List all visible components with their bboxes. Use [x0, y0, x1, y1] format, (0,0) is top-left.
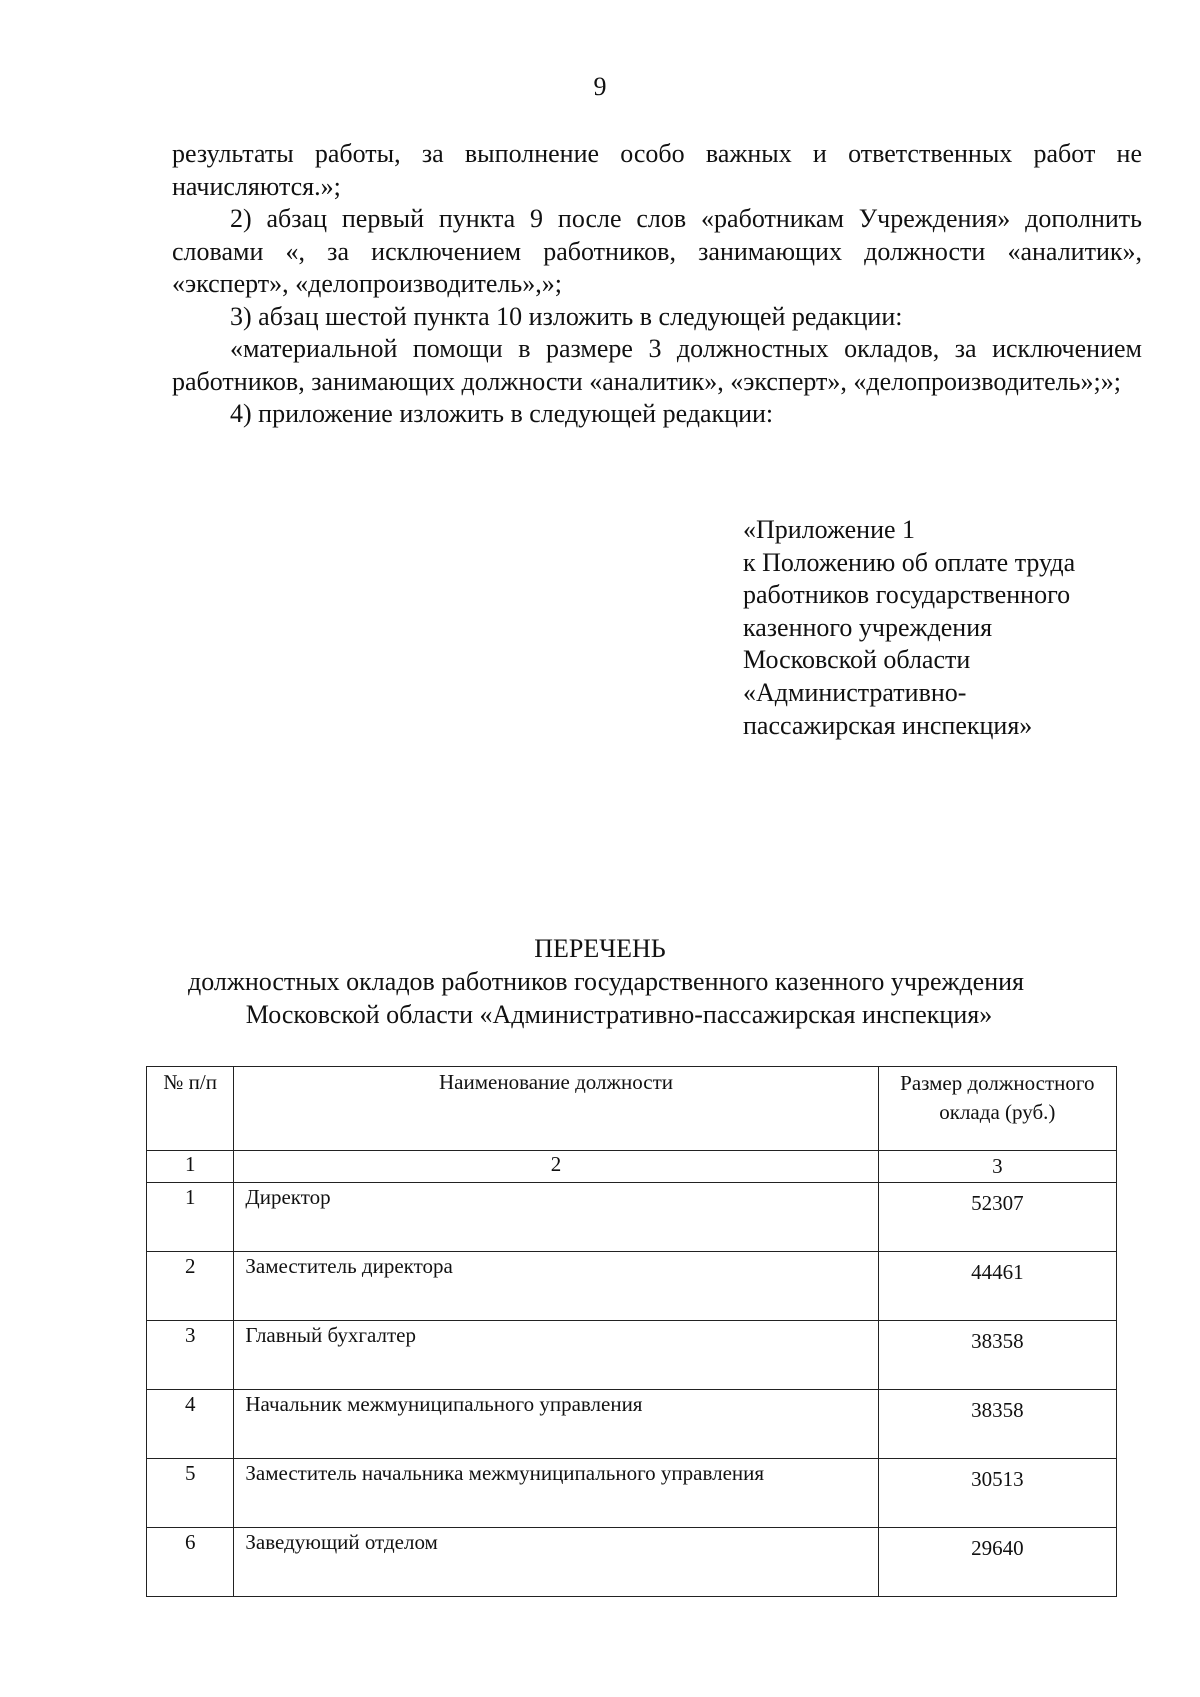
column-index: 1 — [147, 1151, 234, 1183]
row-num: 3 — [147, 1321, 234, 1390]
appendix-line: пассажирская инспекция» — [743, 710, 1033, 740]
table-row — [147, 1528, 1117, 1597]
title-line-1: должностных окладов работников государственного казенного учреждения — [188, 967, 1024, 996]
row-position: Главный бухгалтер — [234, 1321, 878, 1390]
paragraph-1: результаты работы, за выполнение особо важных и ответственных работ не начисляются.»; — [172, 139, 1142, 201]
header-num: № п/п — [147, 1067, 234, 1151]
table-row — [147, 1459, 1117, 1528]
title-heading: ПЕРЕЧЕНЬ — [534, 934, 666, 963]
row-num: 2 — [147, 1252, 234, 1321]
appendix-line: казенного учреждения — [743, 612, 993, 642]
paragraph-4: «материальной помощи в размере 3 должностных окладов, за исключением работников, занимающих должности «аналитик», «эксперт», «делопроизводитель»;»; — [172, 334, 1142, 396]
appendix-line: к Положению об оплате труда — [743, 547, 1076, 577]
row-salary: 38358 — [878, 1321, 1116, 1390]
row-num: 1 — [147, 1183, 234, 1252]
row-salary: 29640 — [878, 1528, 1116, 1597]
page-number: 9 — [593, 72, 607, 101]
body-text — [172, 138, 1142, 431]
row-num: 4 — [147, 1390, 234, 1459]
document-title — [0, 932, 1200, 1031]
paragraph-5: 4) приложение изложить в следующей редакции: — [230, 399, 774, 428]
row-salary: 30513 — [878, 1459, 1116, 1528]
appendix-line: Московской области — [743, 645, 971, 675]
row-num: 6 — [147, 1528, 234, 1597]
table-row — [147, 1321, 1117, 1390]
row-position: Начальник межмуниципального управления — [234, 1390, 878, 1459]
row-position: Заместитель начальника межмуниципального управления — [234, 1459, 878, 1528]
row-position: Заведующий отделом — [234, 1528, 878, 1597]
column-index: 2 — [234, 1151, 878, 1183]
title-line-2: Московской области «Административно-пассажирская инспекция» — [245, 1000, 993, 1029]
table-row — [147, 1183, 1117, 1252]
row-salary: 38358 — [878, 1390, 1116, 1459]
row-salary: 52307 — [878, 1183, 1116, 1252]
appendix-line: «Приложение 1 — [743, 515, 916, 544]
row-num: 5 — [147, 1459, 234, 1528]
table-header-row — [147, 1067, 1117, 1151]
appendix-header — [743, 514, 1163, 742]
column-index: 3 — [878, 1151, 1116, 1183]
salary-table — [146, 1066, 1117, 1597]
header-salary: Размер должностного оклада (руб.) — [878, 1067, 1116, 1151]
row-position: Директор — [234, 1183, 878, 1252]
paragraph-3: 3) абзац шестой пункта 10 изложить в следующей редакции: — [230, 301, 903, 331]
column-index-row — [147, 1151, 1117, 1183]
paragraph-2: 2) абзац первый пункта 9 после слов «работникам Учреждения» дополнить словами «, за исключением работников, занимающих должности «аналитик», «эксперт», «делопроизводитель»,»; — [172, 204, 1142, 298]
header-name: Наименование должности — [234, 1067, 878, 1151]
row-position: Заместитель директора — [234, 1252, 878, 1321]
table-row — [147, 1252, 1117, 1321]
appendix-line: работников государственного — [743, 580, 1071, 610]
row-salary: 44461 — [878, 1252, 1116, 1321]
table-row — [147, 1390, 1117, 1459]
appendix-line: «Административно- — [743, 677, 967, 707]
